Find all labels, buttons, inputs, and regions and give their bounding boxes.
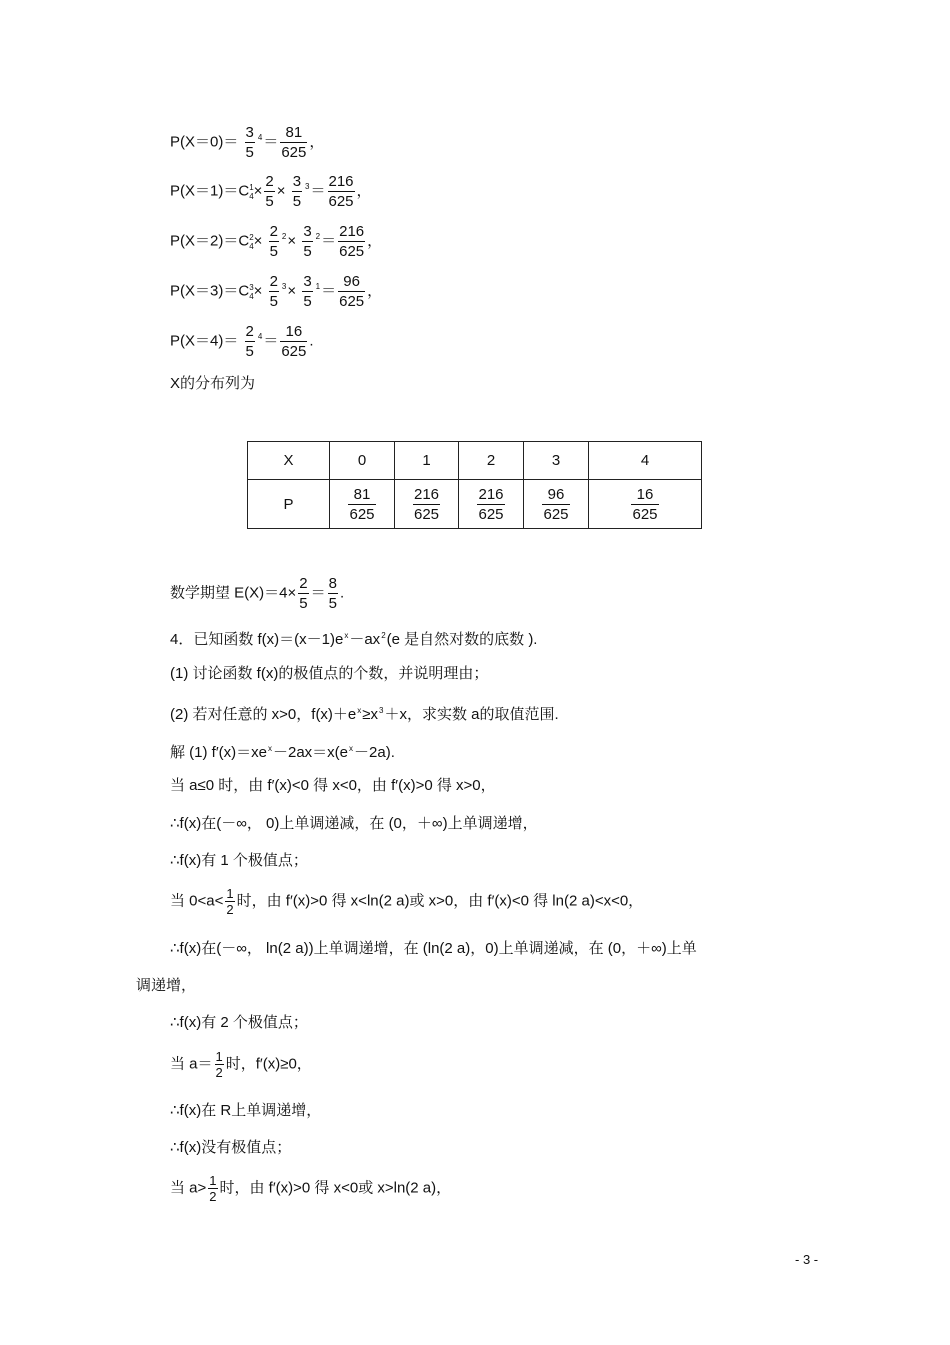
punct: ，: [367, 232, 383, 250]
table-cell: $\frac{16}{625}$: [589, 480, 702, 529]
fraction: $\frac{3}{5}$: [303, 223, 312, 260]
solution-line-3: ∴f(x)在(－∞， 0)上单调递减，在 (0，＋∞)上单调递增，: [170, 815, 538, 832]
solution-line-11: ∴f(x)没有极值点；: [170, 1139, 292, 1156]
times: ×: [287, 282, 297, 300]
fraction: $\frac{2}{5}$: [269, 223, 278, 260]
problem-title: 4．已知函数 $f(x)=(x-1)e^x-ax^2(e$ 是自然对数的底数 ).: [170, 631, 538, 648]
solution-line-7: 调递增，: [136, 977, 197, 994]
equals: ＝: [310, 182, 326, 200]
times: ×: [276, 182, 286, 200]
exponent: 3: [281, 282, 287, 292]
expectation-line: [170, 574, 344, 613]
prob-line-1: [170, 172, 372, 211]
distribution-label: X的分布列为: [170, 375, 256, 392]
prob-line-2: [170, 222, 382, 261]
problem-q1: (1) 讨论函数 f(x)的极值点的个数，并说明理由；: [170, 665, 489, 682]
solution-line-8: ∴f(x)有 2 个极值点；: [170, 1014, 308, 1031]
prob-line-3: [170, 272, 382, 311]
punct: .: [339, 584, 345, 602]
exponent: 4: [257, 332, 263, 342]
table-cell: $\frac{216}{625}$: [395, 480, 459, 529]
fraction: $\frac{3}{5}$: [303, 273, 312, 310]
result-fraction: $\frac{216}{625}$: [339, 223, 365, 260]
result-fraction: $\frac{96}{625}$: [339, 273, 365, 310]
prob-lhs: P(X＝1)＝C: [170, 182, 250, 200]
table-cell: X: [248, 442, 330, 480]
exponent: 3: [305, 182, 310, 192]
result-fraction: $\frac{81}{625}$: [281, 124, 307, 161]
problem-q2: (2) 若对任意的 x>0，$f(x)+e^x\ge x^3+x$，求实数 a的取值范围.: [170, 706, 559, 723]
times: ×: [253, 282, 263, 300]
exponent: 4: [257, 133, 263, 143]
solution-line-9: 当 a＝ $\frac{1}{2}$ 时，f′(x)≥0，: [170, 1049, 312, 1080]
table-cell: 1: [395, 442, 459, 480]
fraction: $\frac{3}{5}$: [292, 173, 302, 210]
page-number: - 3 -: [795, 1252, 819, 1267]
solution-line-2: 当 a≤0 时，由 f′(x)<0 得 x<0，由 f′(x)>0 得 x>0，: [170, 777, 496, 794]
solution-line-1: 解 (1) $f'(x)=xe^x-2ax=x(e^x-2a)$.: [170, 744, 395, 761]
punct: ，: [367, 282, 383, 300]
result-fraction: $\frac{16}{625}$: [281, 323, 307, 360]
times: ×: [253, 182, 263, 200]
exponent: 2: [315, 232, 321, 242]
punct: ，: [309, 133, 325, 151]
exponent: 1: [315, 282, 321, 292]
equals: ＝: [263, 133, 279, 151]
prob-lhs: P(X＝0)＝: [170, 133, 239, 151]
times: ×: [253, 232, 263, 250]
equals: ＝: [263, 332, 279, 350]
table-cell: 0: [330, 442, 395, 480]
equals: ＝: [321, 282, 337, 300]
prob-lhs: P(X＝4)＝: [170, 332, 239, 350]
table-cell: $\frac{96}{625}$: [524, 480, 589, 529]
fraction: $\frac{2}{5}$: [245, 323, 254, 360]
prob-lhs: P(X＝2)＝C: [170, 232, 250, 250]
expectation-prefix: 数学期望 E(X)＝4×: [170, 584, 297, 602]
table-cell: 2: [459, 442, 524, 480]
result-fraction: $\frac{216}{625}$: [328, 173, 354, 210]
fraction: $\frac{2}{5}$: [269, 273, 278, 310]
solution-line-6: ∴f(x)在(－∞， ln(2 a))上单调递增，在 (ln(2 a)，0)上单调递减，在 (0，＋∞)上单: [170, 940, 697, 957]
table-cell: $\frac{81}{625}$: [330, 480, 395, 529]
combination-index: 3 4: [249, 282, 254, 301]
exponent: 2: [281, 232, 287, 242]
solution-line-12: 当 a> $\frac{1}{2}$ 时，由 f′(x)>0 得 x<0或 x>ln(2 a)，: [170, 1173, 452, 1204]
fraction: $\frac{2}{5}$: [299, 575, 308, 612]
prob-line-4: [170, 322, 314, 361]
combination-index: 2 4: [249, 232, 254, 251]
combination-index: 1 4: [249, 182, 254, 201]
table-cell: 3: [524, 442, 589, 480]
punct: ，: [356, 182, 372, 200]
punct: .: [309, 332, 314, 350]
fraction: $\frac{8}{5}$: [328, 575, 337, 612]
solution-line-4: ∴f(x)有 1 个极值点；: [170, 852, 308, 869]
solution-line-10: ∴f(x)在 R上单调递增，: [170, 1102, 322, 1119]
prob-lhs: P(X＝3)＝C: [170, 282, 250, 300]
table-header-row: [248, 442, 702, 480]
table-cell: $\frac{216}{625}$: [459, 480, 524, 529]
distribution-table: [247, 441, 702, 529]
solution-line-5: 当 0<a< $\frac{1}{2}$ 时，由 f′(x)>0 得 x<ln(2 a)或 x>0，由 f′(x)<0 得 ln(2 a)<x<0，: [170, 886, 644, 917]
prob-line-0: [170, 123, 324, 162]
table-cell: P: [248, 480, 330, 529]
fraction: $\frac{2}{5}$: [265, 173, 274, 210]
table-cell: 4: [589, 442, 702, 480]
fraction: $\frac{3}{5}$: [245, 124, 254, 161]
equals: ＝: [321, 232, 337, 250]
table-row: [248, 480, 702, 529]
equals: ＝: [310, 584, 326, 602]
times: ×: [287, 232, 297, 250]
